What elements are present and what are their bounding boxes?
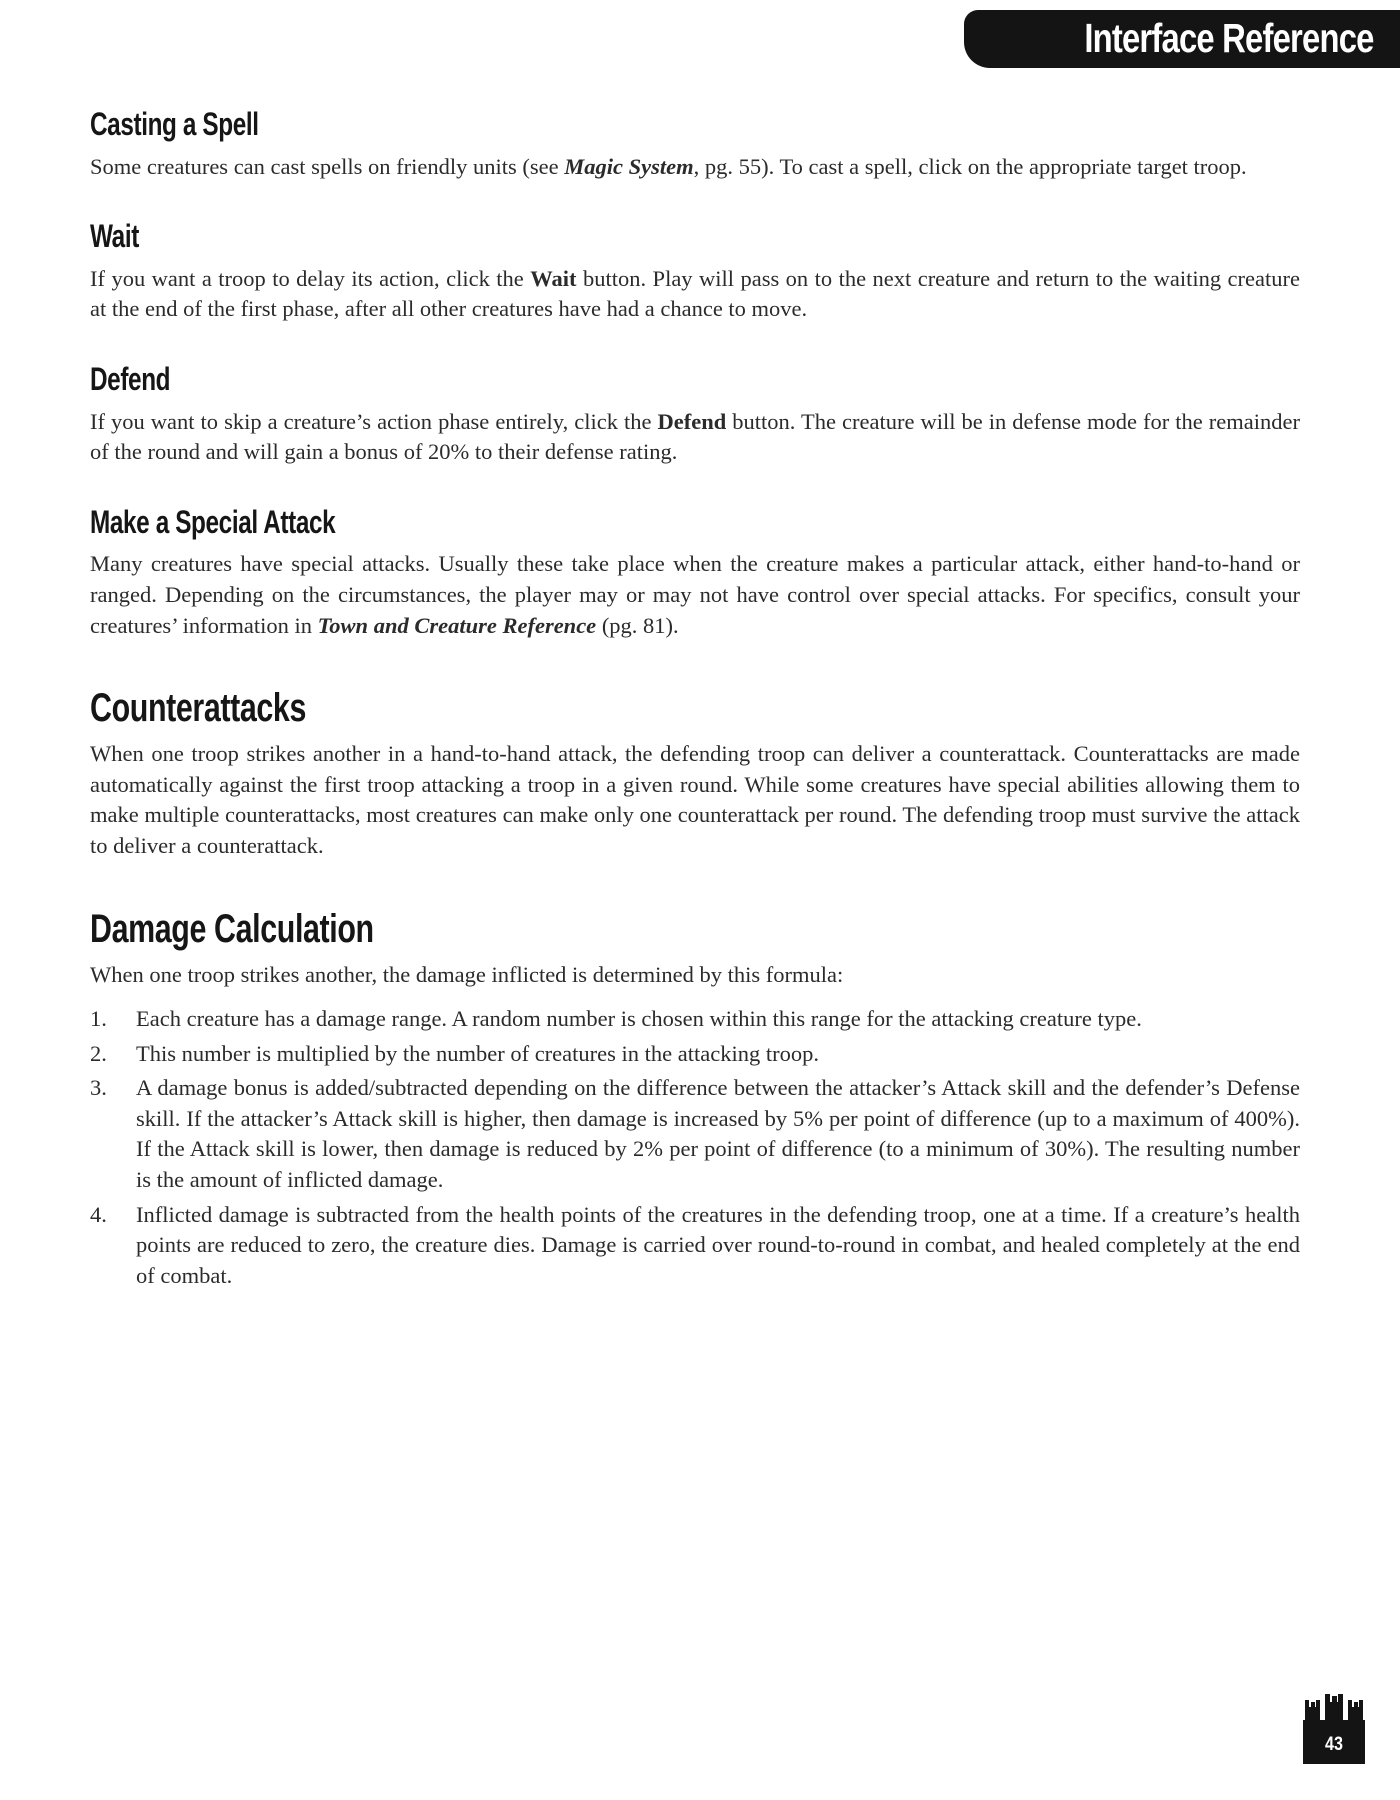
list-item: [90, 1200, 1300, 1292]
section-heading: Defend: [90, 360, 171, 397]
section-make-a-special-attack: [90, 503, 1300, 641]
list-item: [90, 1004, 1300, 1035]
section-heading: Damage Calculation: [90, 906, 374, 951]
section-paragraph: If you want to skip a creature’s action phase entirely, click the Defend button. The creature will be in defense mode for the remainder of the round and will gain a bonus of 20% to their defense rating.: [90, 408, 1300, 465]
section-counterattacks: [90, 687, 1300, 861]
section-heading: Make a Special Attack: [90, 503, 336, 540]
section-paragraph: If you want a troop to delay its action, click the Wait button. Play will pass on to the next creature and return to the waiting creature at the end of the first phase, after all other creatures have had a chance to move.: [90, 265, 1300, 322]
section-heading: Casting a Spell: [90, 106, 259, 142]
section-paragraph: When one troop strikes another in a hand-to-hand attack, the defending troop can deliver a counterattack. Counterattacks are made automatically against the first troop attacking a troop in a given round. While some creatures have special abilities allowing them to make multiple counterattacks, most creatures can make only one counterattack per round. The defending troop must survive the attack to deliver a counterattack.: [90, 741, 1300, 858]
section-paragraph: Some creatures can cast spells on friendly units (see Magic System, pg. 55). To cast a spell, click on the appropriate target troop.: [90, 153, 1247, 179]
section-damage-calculation: [90, 908, 1300, 991]
list-item-text: This number is multiplied by the number of creatures in the attacking troop.: [136, 1040, 819, 1066]
section-wait: [90, 220, 1300, 325]
list-item-number: 4.: [90, 1201, 107, 1227]
section-heading: Counterattacks: [90, 686, 306, 731]
list-item-number: 2.: [90, 1040, 107, 1066]
section-casting-a-spell: [90, 108, 1300, 182]
page-number: 43: [1325, 1734, 1343, 1755]
list-item-text: A damage bonus is added/subtracted depending on the difference between the attacker’s Attack skill and the defender’s Defense skill. If the attacker’s Attack skill is higher, then damage is increased by 5% per point of difference (up to a maximum of 400%). If the Attack skill is lower, then damage is reduced by 2% per point of difference (to a minimum of 30%). The resulting number is the amount of inflicted damage.: [136, 1075, 1300, 1193]
page-footer: [1302, 1694, 1366, 1764]
section-paragraph: When one troop strikes another, the damage inflicted is determined by this formula:: [90, 961, 844, 987]
damage-steps-list: [90, 1004, 1300, 1291]
section-paragraph: Many creatures have special attacks. Usually these take place when the creature makes a particular attack, either hand-to-hand or ranged. Depending on the circumstances, the player may or may not have control over special attacks. For specifics, consult your creatures’ information in Town and Creature Reference (pg. 81).: [90, 551, 1300, 638]
list-item: [90, 1039, 1300, 1070]
banner-title: Interface Reference: [1084, 14, 1374, 61]
section-heading: Wait: [90, 218, 139, 255]
interface-reference-banner: [964, 10, 1400, 68]
section-defend: [90, 360, 1300, 468]
list-item-text: Each creature has a damage range. A random number is chosen within this range for the attacking creature type.: [136, 1006, 1142, 1032]
list-item-number: 1.: [90, 1006, 107, 1032]
list-item-text: Inflicted damage is subtracted from the health points of the creatures in the defending troop, one at a time. If a creature’s health points are reduced to zero, the creature dies. Damage is carried over round-to-round in combat, and healed completely at the end of combat.: [136, 1201, 1300, 1288]
list-item-number: 3.: [90, 1075, 107, 1101]
list-item: [90, 1073, 1300, 1195]
